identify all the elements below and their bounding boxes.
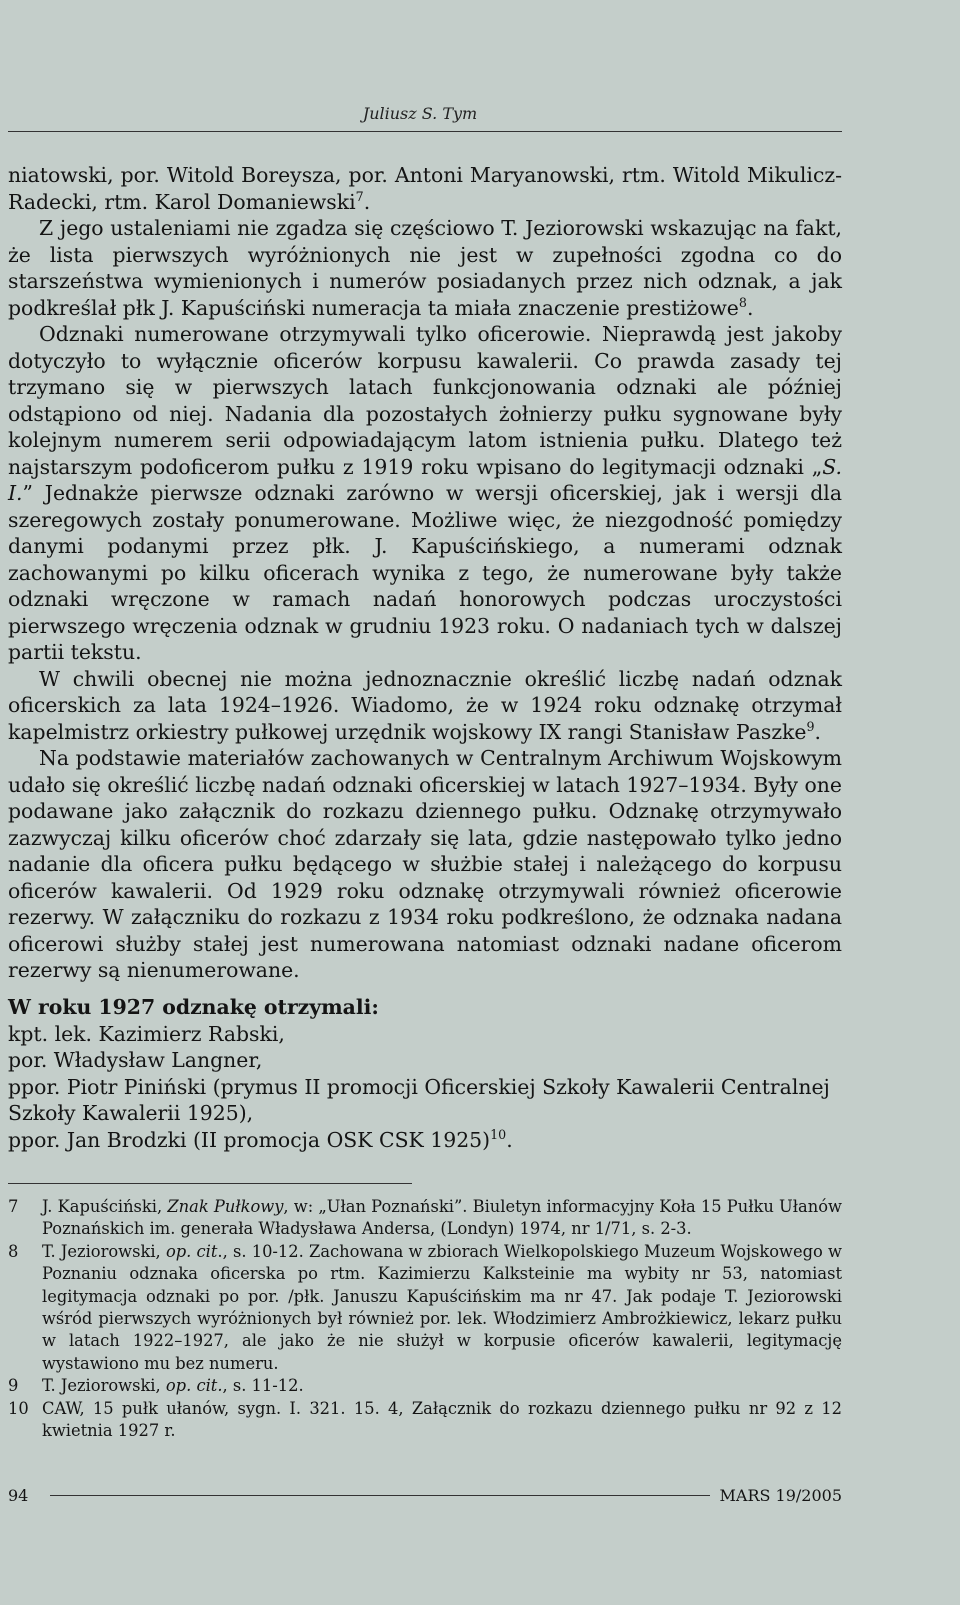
- award-list-section: [8, 994, 842, 1153]
- award-item: ppor. Jan Brodzki (II promocja OSK CSK 1925)$^{10}$.: [8, 1126, 513, 1152]
- award-heading: W roku 1927 odznakę otrzymali:: [8, 995, 379, 1019]
- paragraph-4: W chwili obecnej nie można jednoznacznie określić liczbę nadań odznak oficerskich za lata 1924–1926. Wiadomo, że w 1924 roku odznakę otrzymał kapelmistrz orkiestry pułkowej urzędnik wojskowy IX rangi Stanisław Paszke$^9$.: [8, 666, 842, 744]
- award-item: kpt. lek. Kazimierz Rabski,: [8, 1021, 285, 1046]
- footnote-ref-8[interactable]: 8: [738, 294, 747, 310]
- award-list: [8, 1021, 842, 1154]
- footnote-ref-7[interactable]: 7: [355, 188, 364, 204]
- footnote-ref-9[interactable]: 9: [806, 718, 815, 734]
- footnote-number: 7: [8, 1197, 19, 1216]
- paragraph-2: Z jego ustaleniami nie zgadza się częściowo T. Jeziorowski wskazując na fakt, że lista pierwszych wyróżnionych nie jest w zupełności zgodna co do starszeństwa wymienionych i numerów posiadanych przez nich odznak, a jak podkreślał płk J. Kapuściński numeracja ta miała znaczenie prestiżowe$^8$.: [8, 216, 842, 320]
- running-header: Juliusz S. Tym: [362, 104, 478, 123]
- paragraph-5: Na podstawie materiałów zachowanych w Centralnym Archiwum Wojskowym udało się określić liczbę nadań odznaki oficerskiej w latach 1927–1934. Były one podawane jako załącznik do rozkazu dziennego pułku. Odznakę otrzymywało zazwyczaj kilku oficerów choć zdarzały się lata, gdzie następowało tylko jedno nadanie dla oficera pułku będącego w służbie stałej i należącego do korpusu oficerów kawalerii. Od 1929 roku odznakę otrzymywali również oficerowie rezerwy. W załączniku do rozkazu z 1934 roku podkreślono, że odznaka nadana oficerowi służby stałej jest numerowana natomiast odznaki nadane oficerom rezerwy są nienumerowane.: [8, 746, 842, 982]
- header-rule: [8, 131, 842, 132]
- footnote-7: 7 J. Kapuściński, Znak Pułkowy, w: „Ułan Poznański”. Biuletyn informacyjny Koła 15 Pułku Ułanów Poznańskich im. generała Władysława Andersa, (Londyn) 1974, nr 1/71, s. 2-3.: [8, 1196, 842, 1241]
- footnote-number: 9: [8, 1376, 19, 1396]
- footnote-9: 9 T. Jeziorowski, op. cit., s. 11-12.: [8, 1375, 842, 1397]
- footnote-separator: [8, 1183, 412, 1184]
- page-footer: [8, 1486, 842, 1505]
- footnote-8: 8 T. Jeziorowski, op. cit., s. 10-12. Zachowana w zbiorach Wielkopolskiego Muzeum Wojskowego w Poznaniu odznaka oficerska po rtm. Kazimierzu Kalksteinie ma wybity nr 53, natomiast legitymacja odznaki po por. /płk. Januszu Kapuścińskim ma nr 47. Jak podaje T. Jeziorowski wśród pierwszych wyróżnionych był również por. lek. Włodzimierz Ambrożkiewicz, lekarz pułku w latach 1922–1927, ale jako że nie służył w korpusie oficerów kawalerii, legitymację wystawiono mu bez numeru.: [8, 1241, 842, 1375]
- award-item: ppor. Piotr Piniński (prymus II promocji Oficerskiej Szkoły Kawalerii Centralnej Szkoły Kawalerii 1925),: [8, 1074, 830, 1125]
- footnotes: [8, 1196, 842, 1442]
- paragraph-1: niatowski, por. Witold Boreysza, por. Antoni Maryanowski, rtm. Witold Mikulicz-Radecki, rtm. Karol Domaniewski$^7$.: [8, 163, 842, 214]
- footnote-number: 10: [8, 1398, 29, 1418]
- footnote-ref-10[interactable]: 10: [490, 1126, 507, 1142]
- footnote-10: 10 CAW, 15 pułk ułanów, sygn. I. 321. 15. 4, Załącznik do rozkazu dziennego pułku nr 92 z 12 kwietnia 1927 r.: [8, 1398, 842, 1443]
- footnote-number: 8: [8, 1241, 19, 1261]
- page-number: 94: [8, 1486, 29, 1505]
- journal-issue: MARS 19/2005: [719, 1486, 842, 1505]
- main-text: [8, 162, 842, 984]
- award-item: por. Władysław Langner,: [8, 1048, 263, 1072]
- paragraph-3: Odznaki numerowane otrzymywali tylko oficerowie. Nieprawdą jest jakoby dotyczyło to wyłącznie oficerów korpusu kawalerii. Co prawda zasady tej trzymano się w pierwszych latach funkcjonowania odznaki ale później odstąpiono od niej. Nadania dla pozostałych żołnierzy pułku sygnowane były kolejnym numerem serii odpowiadającym latom istnienia pułku. Dlatego też najstarszym podoficerom pułku z 1919 roku wpisano do legitymacji odznaki „S. I.” Jednakże pierwsze odznaki zarówno w wersji oficerskiej, jak i wersji dla szeregowych zostały ponumerowane. Możliwe więc, że niezgodność pomiędzy danymi podanymi przez płk. J. Kapuścińskiego, a numerami odznak zachowanymi po kilku oficerach wynika z tego, że numerowane były także odznaki wręczone w ramach nadań honorowych podczas uroczystości pierwszego wręczenia odznak w grudniu 1923 roku. O nadaniach tych w dalszej partii tekstu.: [8, 322, 842, 664]
- footer-rule: [50, 1495, 709, 1496]
